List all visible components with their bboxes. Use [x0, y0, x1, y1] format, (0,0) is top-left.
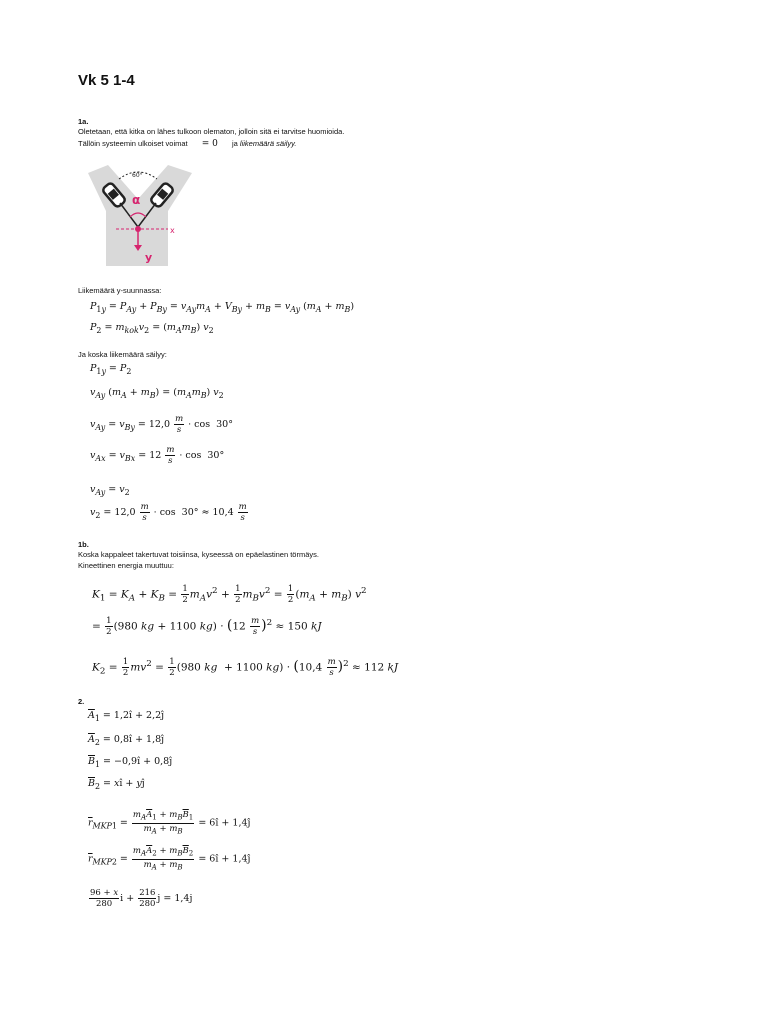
eq-p2: $P_2 = m_{kok}v_2 = (m_Am_B)$ $v_2$	[90, 322, 214, 335]
collision-figure	[88, 165, 194, 267]
section-1b-line1: Koska kappaleet takertuvat toisiinsa, kyseessä on epäelastinen törmäys.	[78, 550, 319, 559]
section-1b-label: 1b.	[78, 540, 89, 549]
eq-rmkp2: $\overline{r}_{MKP2}$ = $m_A\overline{A}_2 + m_B\overline{B}_2$ $m_A + m_B$ = 6î + 1,4ĵ	[88, 846, 251, 872]
eq-k2: $K_2$ = $\frac{1}{2}$ $mv^2$ = $\frac{1}{2}$ (980 kg + 1100 kg) · (10,4 $\frac{m}{s}$ )$^2$ ≈ 112 kJ	[92, 657, 399, 678]
y-label: y	[145, 251, 153, 264]
eq-vax-vbx: $v_{Ax} = v_{Bx} = 12$ $\frac{m}{s}$ · cos 30°	[90, 445, 225, 466]
eq-k1: $K_1 = K_A + K_B$ = $\frac{1}{2}$ $m_Av^2$ + $\frac{1}{2}$ $m_Bv^2$ = $\frac{1}{2}$ $(m_A + m_B)$ $v^2$	[92, 584, 367, 605]
page-title: Vk 5 1-4	[78, 72, 135, 89]
section-1a-line2-pre: Tällöin systeemin ulkoiset voimat	[78, 139, 188, 148]
alpha-label: α	[132, 193, 141, 207]
section-1a-line2	[78, 138, 296, 150]
eq-b2: $\overline{B}_2$ = xî + yĵ	[88, 778, 145, 791]
section-1b-line2: Kineettinen energia muuttuu:	[78, 561, 174, 570]
eq-k1-value: = $\frac{1}{2}$ (980 kg + 1100 kg) · (12 $\frac{m}{s}$ )$^2$ ≈ 150 kJ	[92, 616, 322, 637]
section-1a-line2-mid: ja	[231, 139, 238, 148]
section-1a-line2-em: liikemäärä säilyy.	[239, 139, 297, 148]
eq-a2: $\overline{A}_2$ = 0,8î + 1,8ĵ	[88, 734, 165, 747]
eq-solve-x: $\frac{96 + x}{280}$ i + $\frac{216}{280}$ j = 1,4j	[90, 888, 193, 909]
eq-v2: $v_2 = 12,0$ $\frac{m}{s}$ · cos 30° ≈ 10,4 $\frac{m}{s}$	[90, 502, 247, 523]
eq-b1: $\overline{B}_1$ = −0,9î + 0,8ĵ	[88, 756, 173, 769]
collision-point	[135, 226, 141, 232]
eq-p1y-p2: $P_{1y} = P_2$	[90, 363, 132, 376]
road-shape	[88, 165, 192, 266]
heading-conservation: Ja koska liikemäärä säilyy:	[78, 350, 167, 359]
section-1a-line1: Oletetaan, että kitka on lähes tulkoon olematon, jolloin sitä ei tarvitse huomioida.	[78, 127, 345, 136]
eq-p1y: $P_{1y} = P_{Ay} + P_{By} = v_{Ay}m_A + V_{By} + m_B = v_{Ay}$ $(m_A + m_B)$	[90, 301, 355, 314]
section-2-label: 2.	[78, 697, 85, 706]
eq-rmkp1: $\overline{r}_{MKP1}$ = $m_A\overline{A}_1 + m_B\overline{B}_1$ $m_A + m_B$ = 6î + 1,4ĵ	[88, 810, 251, 836]
section-1a-line2-math: = 0	[201, 139, 218, 149]
section-1a-label: 1a.	[78, 117, 89, 126]
eq-vay-v2: $v_{Ay} = v_2$	[90, 484, 130, 497]
eq-vay-vby: $v_{Ay} = v_{By} = 12,0$ $\frac{m}{s}$ · cos 30°	[90, 414, 233, 435]
x-label: x	[170, 226, 175, 235]
angle-label: 60°	[132, 172, 143, 179]
eq-a1: $\overline{A}_1$ = 1,2î + 2,2ĵ	[88, 710, 165, 723]
eq-vay-sum: $v_{Ay}$ $(m_A + m_B) = (m_Am_B)$ $v_2$	[90, 387, 224, 400]
heading-y-momentum: Liikemäärä y-suunnassa:	[78, 286, 162, 295]
